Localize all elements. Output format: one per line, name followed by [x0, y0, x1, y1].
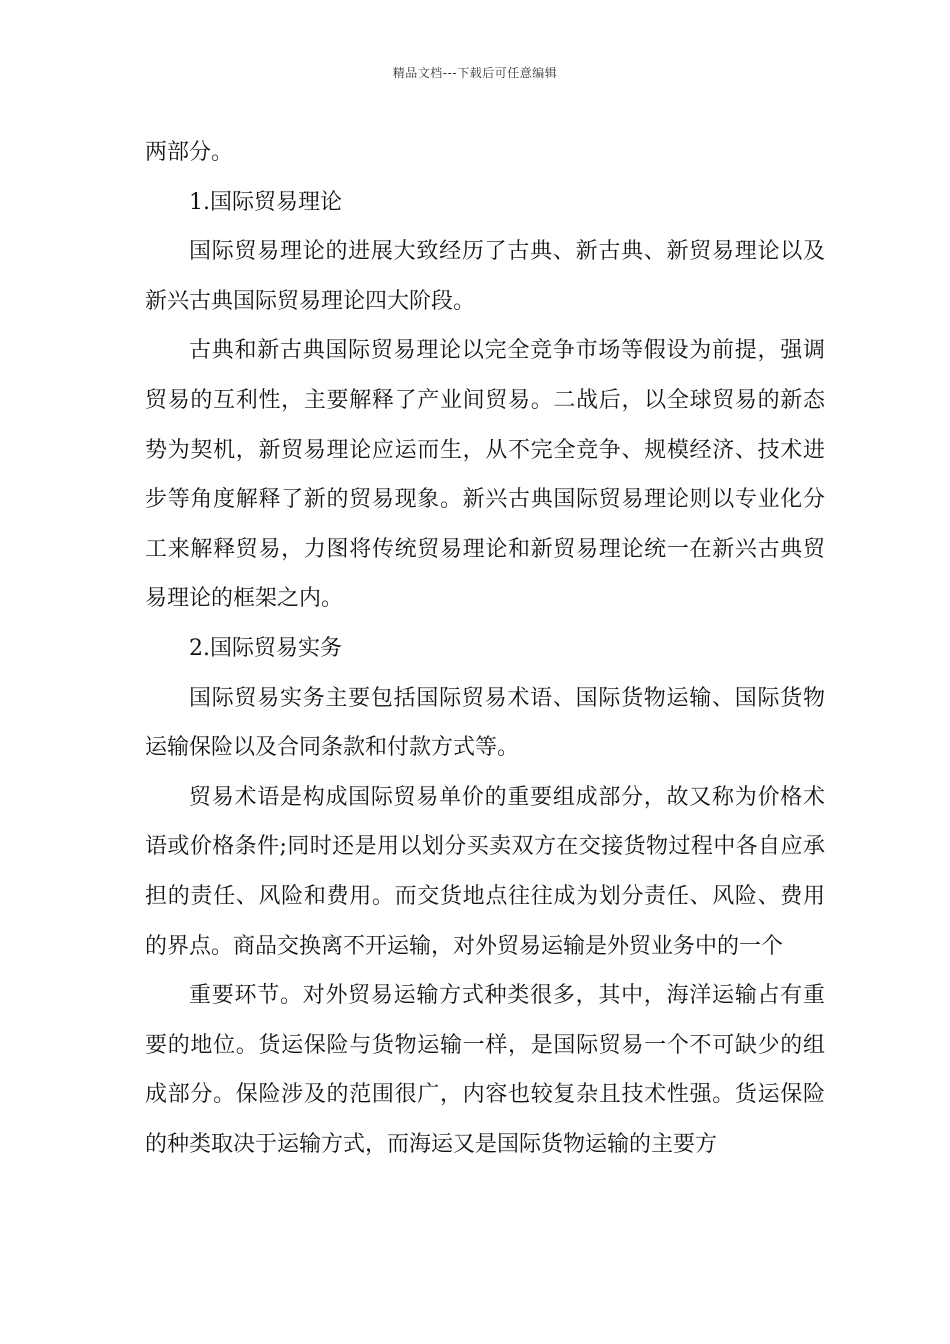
- document-body: [145, 128, 825, 1169]
- paragraph-continuation: 两部分。: [145, 140, 234, 165]
- section-heading-trade-practice: 2.国际贸易实务: [189, 635, 342, 661]
- section-heading-trade-theory: 1.国际贸易理论: [189, 189, 342, 215]
- paragraph: 贸易术语是构成国际贸易单价的重要组成部分，故又称为价格术语或价格条件;同时还是用以划分买卖双方在交接货物过程中各自应承担的责任、风险和费用。而交货地点往往成为划分责任、风险、费用的界点。商品交换离不开运输，对外贸易运输是外贸业务中的一个: [145, 784, 825, 959]
- page-header: 精品文档---下载后可任意编辑: [392, 66, 558, 80]
- paragraph: 国际贸易实务主要包括国际贸易术语、国际货物运输、国际货物运输保险以及合同条款和付款方式等。: [145, 685, 825, 761]
- paragraph: 重要环节。对外贸易运输方式种类很多，其中，海洋运输占有重要的地位。货运保险与货物运输一样，是国际贸易一个不可缺少的组成部分。保险涉及的范围很广，内容也较复杂且技术性强。货运保险的种类取决于运输方式，而海运又是国际货物运输的主要方: [145, 983, 825, 1157]
- paragraph: 古典和新古典国际贸易理论以完全竞争市场等假设为前提，强调贸易的互利性，主要解释了产业间贸易。二战后，以全球贸易的新态势为契机，新贸易理论应运而生，从不完全竞争、规模经济、技术进步等角度解释了新的贸易现象。新兴古典国际贸易理论则以专业化分工来解释贸易，力图将传统贸易理论和新贸易理论统一在新兴古典贸易理论的框架之内。: [145, 338, 825, 612]
- paragraph: 国际贸易理论的进展大致经历了古典、新古典、新贸易理论以及新兴古典国际贸易理论四大阶段。: [145, 239, 825, 314]
